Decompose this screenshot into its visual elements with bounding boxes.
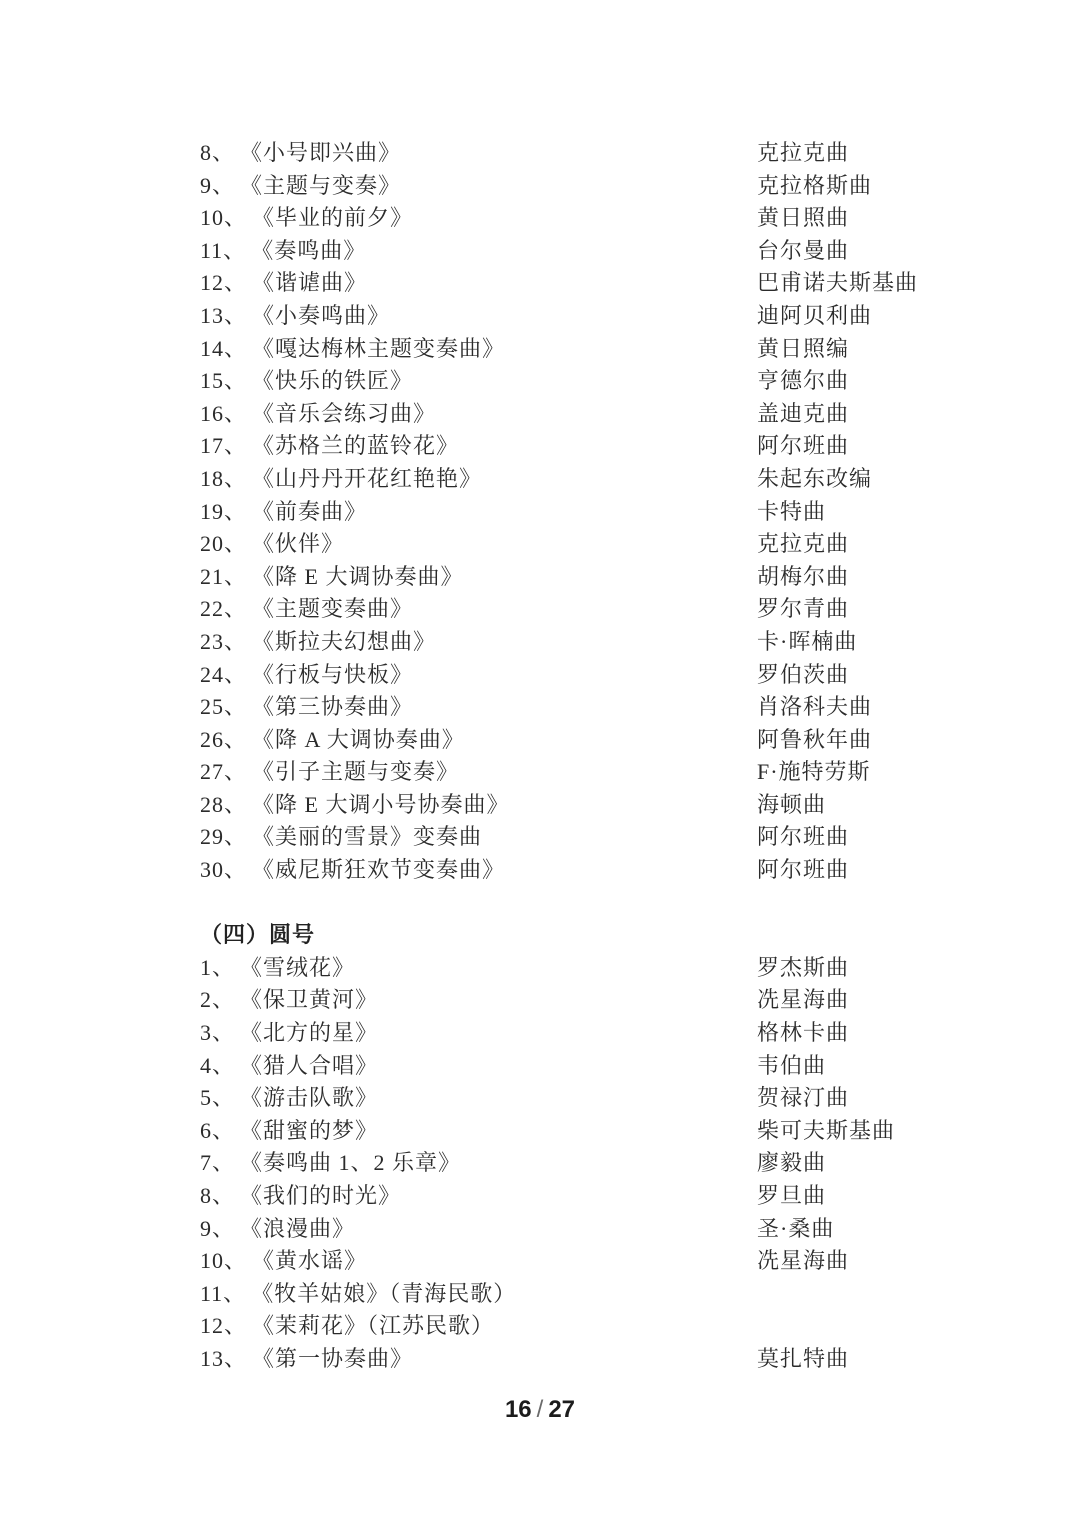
piece-title: 《北方的星》 [240, 1020, 379, 1046]
repertoire-row [200, 1180, 1040, 1213]
repertoire-row [200, 365, 1040, 398]
item-number: 14、 [200, 335, 248, 361]
piece-title: 《奏鸣曲》 [251, 237, 367, 263]
page-footer [0, 1396, 1080, 1424]
piece-composer: 台尔曼曲 [757, 237, 850, 263]
piece-title: 《嘎达梅林主题变奏曲》 [252, 335, 506, 361]
item-number: 12、 [200, 270, 248, 296]
piece-title: 《主题变奏曲》 [252, 596, 414, 622]
repertoire-row [200, 398, 1040, 431]
repertoire-row [200, 756, 1040, 789]
repertoire-row [200, 1213, 1040, 1246]
item-number: 7、 [200, 1150, 236, 1176]
repertoire-row [200, 528, 1040, 561]
repertoire-row [200, 952, 1040, 985]
repertoire-row [200, 984, 1040, 1017]
item-number: 18、 [200, 465, 248, 491]
page-separator: / [536, 1396, 544, 1423]
item-number: 8、 [200, 1183, 236, 1208]
piece-composer: 罗旦曲 [757, 1183, 827, 1208]
item-number: 9、 [200, 1215, 236, 1241]
piece-composer: 阿尔班曲 [757, 824, 850, 850]
piece-composer: 卡特曲 [757, 498, 827, 524]
total-pages-number: 27 [548, 1396, 576, 1423]
piece-title: 《行板与快板》 [252, 661, 414, 687]
item-number: 11、 [200, 237, 247, 263]
piece-title: 《苏格兰的蓝铃花》 [252, 433, 460, 459]
piece-composer: 克拉克曲 [757, 140, 850, 165]
repertoire-row [200, 463, 1040, 496]
piece-composer: 阿尔班曲 [757, 433, 850, 459]
item-number: 28、 [200, 791, 248, 817]
repertoire-list [200, 137, 1040, 887]
piece-composer: 罗伯茨曲 [757, 661, 850, 687]
repertoire-row [200, 561, 1040, 594]
piece-composer: F·施特劳斯 [757, 759, 871, 785]
item-number: 13、 [200, 302, 248, 328]
item-number: 16、 [200, 400, 248, 426]
item-number: 25、 [200, 694, 248, 720]
repertoire-row [200, 430, 1040, 463]
repertoire-row [200, 300, 1040, 333]
piece-title: 《第三协奏曲》 [252, 694, 414, 720]
piece-composer: 黄日照编 [757, 335, 850, 361]
piece-composer: 冼星海曲 [757, 987, 850, 1013]
piece-title: 《谐谑曲》 [252, 270, 368, 296]
piece-composer: 亨德尔曲 [757, 368, 850, 394]
item-number: 10、 [200, 205, 248, 231]
repertoire-row [200, 1017, 1040, 1050]
repertoire-row [200, 691, 1040, 724]
item-number: 13、 [200, 1345, 248, 1371]
piece-composer: 海顿曲 [757, 791, 827, 817]
piece-title: 《主题与变奏》 [240, 172, 402, 198]
repertoire-row [200, 724, 1040, 757]
piece-composer: 廖毅曲 [757, 1150, 827, 1176]
piece-title: 《伙伴》 [252, 531, 345, 557]
repertoire-row [200, 170, 1040, 203]
item-number: 12、 [200, 1313, 248, 1339]
piece-title: 《山丹丹开花红艳艳》 [252, 465, 483, 491]
piece-title: 《音乐会练习曲》 [252, 400, 437, 426]
piece-title: 《我们的时光》 [240, 1183, 402, 1208]
item-number: 10、 [200, 1248, 248, 1274]
repertoire-row [200, 789, 1040, 822]
piece-composer: 柴可夫斯基曲 [757, 1117, 896, 1143]
item-number: 6、 [200, 1117, 236, 1143]
piece-title: 《第一协奏曲》 [252, 1345, 414, 1371]
piece-title: 《牧羊姑娘》（青海民歌） [251, 1280, 517, 1306]
item-number: 21、 [200, 563, 248, 589]
repertoire-row [200, 1147, 1040, 1180]
item-number: 8、 [200, 140, 236, 165]
piece-composer: 阿鲁秋年曲 [757, 726, 873, 752]
item-number: 15、 [200, 368, 248, 394]
item-number: 23、 [200, 628, 248, 654]
piece-title: 《雪绒花》 [240, 954, 356, 980]
piece-title: 《奏鸣曲 1、2 乐章》 [240, 1150, 462, 1176]
item-number: 22、 [200, 596, 248, 622]
piece-title: 《美丽的雪景》变奏曲 [252, 824, 483, 850]
piece-title: 《降 E 大调小号协奏曲》 [252, 791, 510, 817]
piece-title: 《猎人合唱》 [240, 1052, 379, 1078]
item-number: 4、 [200, 1052, 236, 1078]
piece-composer: 卡·晖楠曲 [757, 628, 858, 654]
item-number: 3、 [200, 1020, 236, 1046]
piece-composer: 巴甫诺夫斯基曲 [757, 270, 919, 296]
piece-title: 《前奏曲》 [252, 498, 368, 524]
repertoire-section [200, 919, 1040, 1375]
repertoire-row [200, 1278, 1040, 1311]
piece-composer: 冼星海曲 [757, 1248, 850, 1274]
item-number: 24、 [200, 661, 248, 687]
repertoire-row [200, 1343, 1040, 1376]
current-page-number: 16 [504, 1396, 532, 1423]
item-number: 5、 [200, 1085, 236, 1111]
piece-composer: 阿尔班曲 [757, 857, 850, 883]
repertoire-row [200, 659, 1040, 692]
repertoire-list [200, 952, 1040, 1376]
item-number: 19、 [200, 498, 248, 524]
document-content [200, 137, 1040, 1376]
item-number: 2、 [200, 987, 236, 1013]
piece-composer: 罗尔青曲 [757, 596, 850, 622]
item-number: 1、 [200, 954, 236, 980]
piece-title: 《威尼斯狂欢节变奏曲》 [252, 857, 506, 883]
item-number: 30、 [200, 857, 248, 883]
item-number: 29、 [200, 824, 248, 850]
item-number: 26、 [200, 726, 248, 752]
item-number: 17、 [200, 433, 248, 459]
repertoire-row [200, 593, 1040, 626]
repertoire-row [200, 1082, 1040, 1115]
repertoire-row [200, 137, 1040, 170]
piece-title: 《斯拉夫幻想曲》 [252, 628, 437, 654]
piece-composer: 肖洛科夫曲 [757, 694, 873, 720]
piece-composer: 韦伯曲 [757, 1052, 827, 1078]
piece-composer: 迪阿贝利曲 [757, 302, 873, 328]
repertoire-row [200, 1310, 1040, 1343]
repertoire-row [200, 1050, 1040, 1083]
piece-title: 《甜蜜的梦》 [240, 1117, 379, 1143]
item-number: 27、 [200, 759, 248, 785]
repertoire-row [200, 496, 1040, 529]
piece-title: 《黄水谣》 [252, 1248, 368, 1274]
piece-composer: 克拉格斯曲 [757, 172, 873, 198]
item-number: 11、 [200, 1280, 247, 1306]
piece-title: 《小号即兴曲》 [240, 140, 402, 165]
repertoire-row [200, 626, 1040, 659]
repertoire-row [200, 854, 1040, 887]
piece-title: 《茉莉花》（江苏民歌） [252, 1313, 495, 1339]
piece-title: 《毕业的前夕》 [252, 205, 414, 231]
repertoire-row [200, 821, 1040, 854]
piece-composer: 莫扎特曲 [757, 1345, 850, 1371]
piece-title: 《浪漫曲》 [240, 1215, 356, 1241]
piece-title: 《小奏鸣曲》 [252, 302, 391, 328]
piece-title: 《快乐的铁匠》 [252, 368, 414, 394]
piece-title: 《降 E 大调协奏曲》 [252, 563, 464, 589]
item-number: 20、 [200, 531, 248, 557]
repertoire-row [200, 267, 1040, 300]
piece-title: 《游击队歌》 [240, 1085, 379, 1111]
piece-composer: 圣·桑曲 [757, 1215, 835, 1241]
piece-composer: 克拉克曲 [757, 531, 850, 557]
repertoire-row [200, 1115, 1040, 1148]
piece-composer: 盖迪克曲 [757, 400, 850, 426]
section-heading: （四）圆号 [200, 922, 316, 948]
repertoire-row [200, 1245, 1040, 1278]
item-number: 9、 [200, 172, 236, 198]
piece-composer: 黄日照曲 [757, 205, 850, 231]
piece-title: 《降 A 大调协奏曲》 [252, 726, 465, 752]
piece-composer: 胡梅尔曲 [757, 563, 850, 589]
piece-title: 《引子主题与变奏》 [252, 759, 460, 785]
repertoire-section [200, 137, 1040, 887]
repertoire-row [200, 333, 1040, 366]
piece-title: 《保卫黄河》 [240, 987, 379, 1013]
repertoire-row [200, 235, 1040, 268]
piece-composer: 罗杰斯曲 [757, 954, 850, 980]
piece-composer: 格林卡曲 [757, 1020, 850, 1046]
piece-composer: 朱起东改编 [757, 465, 873, 491]
repertoire-row [200, 202, 1040, 235]
piece-composer: 贺禄汀曲 [757, 1085, 850, 1111]
